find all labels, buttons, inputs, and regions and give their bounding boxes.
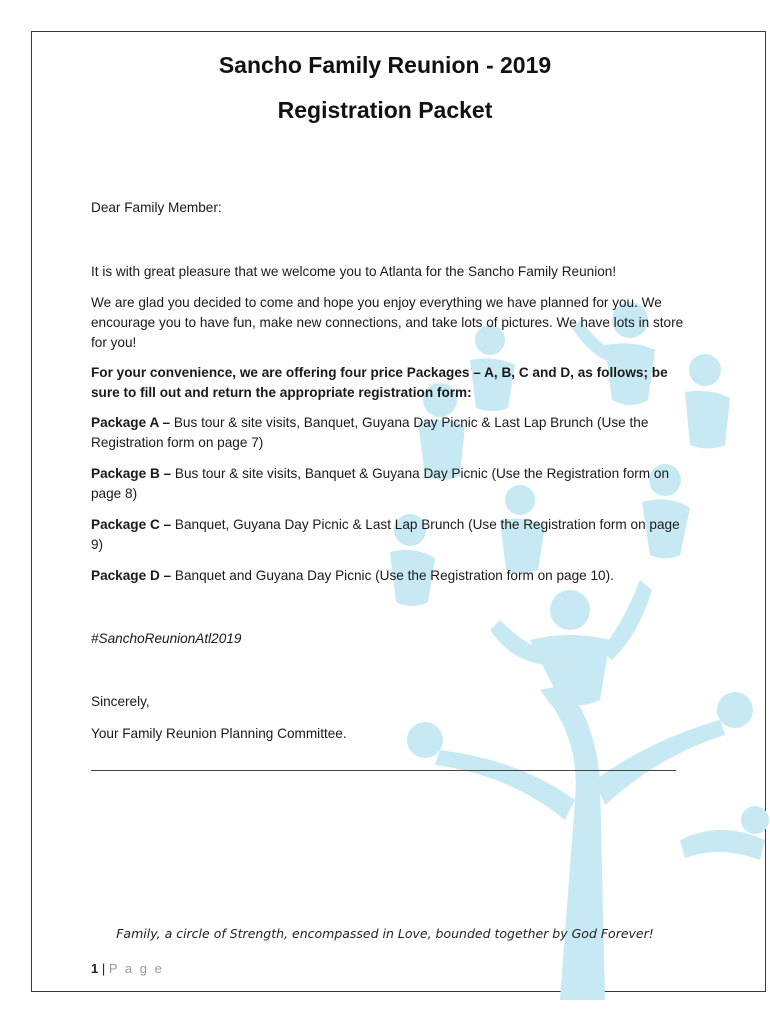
intro-paragraph: We are glad you decided to come and hope you enjoy everything we have planned for you. We encourage you to have fun, make new connections, and take lots of pictures. We have lots in store for you! (91, 295, 684, 350)
package-b-text: Bus tour & site visits, Banquet & Guyana Day Picnic (Use the Registration form on page 8) (91, 466, 670, 501)
divider-line (91, 770, 676, 771)
package-d (91, 566, 691, 586)
footer-quote: Family, a circle of Strength, encompassed in Love, bounded together by God Forever! (116, 926, 654, 941)
package-c-text: Banquet, Guyana Day Picnic & Last Lap Brunch (Use the Registration form on page 9) (91, 517, 680, 552)
page-label: P a g e (108, 961, 164, 976)
page-footer (91, 961, 164, 976)
package-a (91, 413, 691, 453)
closing: Sincerely, (91, 694, 150, 709)
signature: Your Family Reunion Planning Committee. (91, 726, 347, 741)
document-title: Sancho Family Reunion - 2019 (218, 52, 552, 78)
package-c-label: Package C – (91, 517, 172, 532)
packages-intro: For your convenience, we are offering four price Packages – A, B, C and D, as follows; be sure to fill out and return the appropriate registration form: (91, 365, 668, 400)
package-b-label: Package B – (91, 466, 172, 481)
greeting: Dear Family Member: (91, 200, 222, 215)
welcome-paragraph: It is with great pleasure that we welcome you to Atlanta for the Sancho Family Reunion! (91, 264, 617, 279)
package-a-text: Bus tour & site visits, Banquet, Guyana Day Picnic & Last Lap Brunch (Use the Registration form on page 7) (91, 415, 649, 450)
package-d-text: Banquet and Guyana Day Picnic (Use the Registration form on page 10). (171, 568, 614, 583)
package-c (91, 515, 691, 555)
hashtag: #SanchoReunionAtl2019 (91, 631, 242, 646)
package-d-label: Package D – (91, 568, 172, 583)
page-separator: | (98, 961, 109, 976)
document-subtitle: Registration Packet (277, 97, 493, 123)
package-b (91, 464, 691, 504)
package-a-label: Package A – (91, 415, 171, 430)
page-number: 1 (91, 961, 99, 976)
